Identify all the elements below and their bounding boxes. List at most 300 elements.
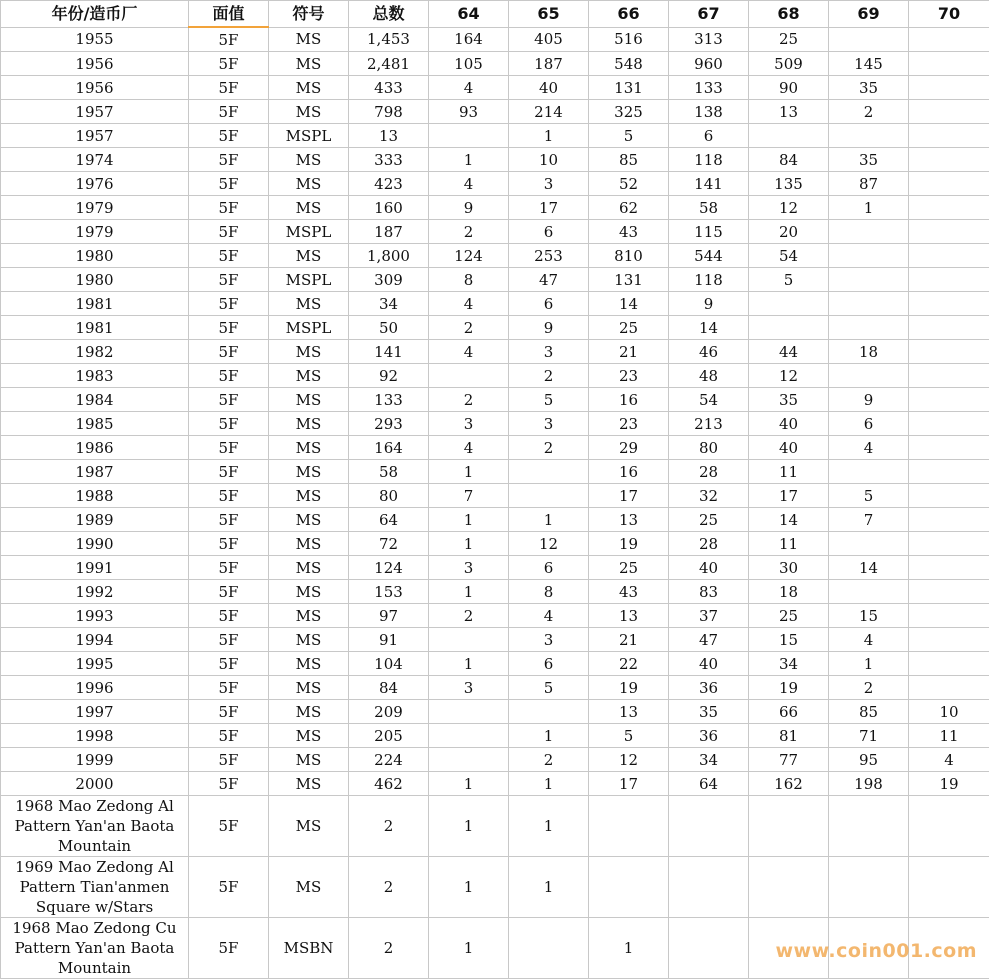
grade-64-cell: 2 [429,388,509,412]
designation-cell: MS [269,556,349,580]
designation-cell: MS [269,412,349,436]
total-cell: 92 [349,364,429,388]
total-cell: 205 [349,724,429,748]
grade-70-cell [909,508,989,532]
grade-69-cell: 35 [829,148,909,172]
table-row [1,76,989,100]
grade-69-cell: 198 [829,772,909,796]
grade-68-cell [749,796,829,857]
grade-68-cell: 18 [749,580,829,604]
grade-68-cell: 81 [749,724,829,748]
grade-64-cell [429,124,509,148]
grade-69-cell [829,292,909,316]
grade-65-cell: 1 [509,772,589,796]
grade-67-cell: 34 [669,748,749,772]
grade-64-cell: 4 [429,76,509,100]
total-cell: 58 [349,460,429,484]
grade-69-cell [829,124,909,148]
grade-64-cell: 2 [429,604,509,628]
grade-69-cell: 85 [829,700,909,724]
grade-67-cell: 58 [669,196,749,220]
grade-68-cell: 66 [749,700,829,724]
grade-69-cell [829,244,909,268]
denomination-cell: 5F [189,724,269,748]
grade-64-cell: 105 [429,52,509,76]
grade-65-cell: 3 [509,340,589,364]
total-cell: 209 [349,700,429,724]
grade-65-cell: 12 [509,532,589,556]
denomination-cell: 5F [189,532,269,556]
grade-69-cell [829,796,909,857]
grade-67-cell [669,857,749,918]
year-cell: 1968 Mao Zedong Al Pattern Yan'an Baota Mountain [1,796,189,857]
grade-67-cell: 48 [669,364,749,388]
grade-67-cell: 960 [669,52,749,76]
total-cell: 1,453 [349,27,429,52]
grade-65-cell: 3 [509,412,589,436]
denomination-cell: 5F [189,364,269,388]
year-cell: 1983 [1,364,189,388]
grade-70-cell [909,172,989,196]
table-row [1,220,989,244]
grade-65-cell: 9 [509,316,589,340]
year-cell: 1976 [1,172,189,196]
table-row [1,460,989,484]
grade-64-cell [429,700,509,724]
grade-67-cell: 138 [669,100,749,124]
grade-68-cell: 90 [749,76,829,100]
grade-64-cell: 124 [429,244,509,268]
grade-67-cell: 141 [669,172,749,196]
grade-65-cell [509,484,589,508]
denomination-cell: 5F [189,700,269,724]
total-cell: 293 [349,412,429,436]
grade-67-cell: 54 [669,388,749,412]
year-cell: 1992 [1,580,189,604]
grade-69-cell [829,220,909,244]
designation-cell: MS [269,700,349,724]
grade-69-cell [829,532,909,556]
table-row [1,532,989,556]
grade-67-cell: 83 [669,580,749,604]
grade-66-cell: 16 [589,460,669,484]
grade-67-cell [669,918,749,979]
table-row [1,580,989,604]
grade-70-cell [909,196,989,220]
total-cell: 1,800 [349,244,429,268]
table-row [1,857,989,918]
grade-68-cell: 20 [749,220,829,244]
total-cell: 187 [349,220,429,244]
table-row [1,796,989,857]
grade-68-cell: 14 [749,508,829,532]
designation-cell: MS [269,628,349,652]
grade-64-cell: 4 [429,292,509,316]
grade-69-cell: 5 [829,484,909,508]
grade-65-cell: 6 [509,652,589,676]
grade-68-cell: 44 [749,340,829,364]
grade-66-cell: 516 [589,27,669,52]
year-cell: 1956 [1,52,189,76]
table-row [1,52,989,76]
year-cell: 1996 [1,676,189,700]
total-cell: 124 [349,556,429,580]
designation-cell: MS [269,652,349,676]
year-cell: 1956 [1,76,189,100]
designation-cell: MS [269,772,349,796]
designation-cell: MS [269,76,349,100]
grade-70-cell [909,484,989,508]
grade-64-cell: 1 [429,796,509,857]
year-cell: 1980 [1,244,189,268]
total-cell: 423 [349,172,429,196]
grade-64-cell: 2 [429,316,509,340]
grade-66-cell: 325 [589,100,669,124]
grade-64-cell [429,364,509,388]
grade-68-cell: 40 [749,412,829,436]
table-row [1,628,989,652]
grade-68-cell: 77 [749,748,829,772]
grade-64-cell: 164 [429,27,509,52]
grade-65-cell: 1 [509,124,589,148]
grade-67-cell: 36 [669,724,749,748]
total-cell: 64 [349,508,429,532]
grade-65-cell: 2 [509,364,589,388]
table-row [1,340,989,364]
denomination-cell: 5F [189,918,269,979]
grade-66-cell: 13 [589,604,669,628]
grade-68-cell [749,292,829,316]
grade-65-cell: 2 [509,436,589,460]
watermark: www.coin001.com [775,940,977,962]
grade-69-cell: 18 [829,340,909,364]
grade-70-cell: 10 [909,700,989,724]
grade-64-cell: 9 [429,196,509,220]
grade-66-cell: 23 [589,364,669,388]
grade-68-cell: 11 [749,460,829,484]
grade-70-cell [909,27,989,52]
grade-70-cell [909,292,989,316]
grade-70-cell: 4 [909,748,989,772]
grade-65-cell: 1 [509,508,589,532]
grade-68-cell: 25 [749,27,829,52]
grade-65-cell: 2 [509,748,589,772]
grade-67-cell: 25 [669,508,749,532]
grade-67-cell: 64 [669,772,749,796]
header-grade-65: 65 [509,1,589,28]
grade-70-cell [909,76,989,100]
designation-cell: MS [269,244,349,268]
table-body [1,27,989,979]
table-row [1,100,989,124]
grade-69-cell: 15 [829,604,909,628]
grade-69-cell: 9 [829,388,909,412]
grade-70-cell [909,316,989,340]
grade-66-cell: 22 [589,652,669,676]
grade-66-cell: 17 [589,772,669,796]
grade-67-cell: 46 [669,340,749,364]
denomination-cell: 5F [189,268,269,292]
grade-67-cell: 35 [669,700,749,724]
grade-67-cell: 28 [669,532,749,556]
grade-70-cell: 11 [909,724,989,748]
grade-67-cell: 80 [669,436,749,460]
grade-68-cell: 12 [749,196,829,220]
year-cell: 1981 [1,292,189,316]
denomination-cell: 5F [189,628,269,652]
grade-66-cell: 14 [589,292,669,316]
denomination-cell: 5F [189,388,269,412]
table-row [1,148,989,172]
denomination-cell: 5F [189,148,269,172]
year-cell: 1987 [1,460,189,484]
grade-68-cell: 162 [749,772,829,796]
designation-cell: MS [269,484,349,508]
grade-66-cell [589,857,669,918]
grade-70-cell [909,268,989,292]
grade-69-cell: 71 [829,724,909,748]
denomination-cell: 5F [189,460,269,484]
denomination-cell: 5F [189,556,269,580]
total-cell: 104 [349,652,429,676]
grade-66-cell: 25 [589,316,669,340]
denomination-cell: 5F [189,316,269,340]
grade-70-cell [909,676,989,700]
grade-65-cell: 187 [509,52,589,76]
grade-70-cell [909,796,989,857]
grade-68-cell: 13 [749,100,829,124]
table-row [1,196,989,220]
grade-65-cell: 6 [509,292,589,316]
table-row [1,436,989,460]
grade-69-cell [829,580,909,604]
grade-67-cell: 118 [669,268,749,292]
table-row [1,652,989,676]
year-cell: 1984 [1,388,189,412]
total-cell: 309 [349,268,429,292]
designation-cell: MS [269,52,349,76]
grade-67-cell: 6 [669,124,749,148]
grade-65-cell: 1 [509,857,589,918]
grade-64-cell: 3 [429,556,509,580]
denomination-cell: 5F [189,772,269,796]
grade-70-cell [909,652,989,676]
grade-66-cell: 21 [589,628,669,652]
table-row [1,508,989,532]
grade-68-cell: 84 [749,148,829,172]
header-designation: 符号 [269,1,349,28]
designation-cell: MS [269,148,349,172]
year-cell: 1997 [1,700,189,724]
year-cell: 1999 [1,748,189,772]
grade-66-cell: 43 [589,580,669,604]
grade-69-cell: 35 [829,76,909,100]
grade-70-cell [909,340,989,364]
total-cell: 91 [349,628,429,652]
grade-70-cell [909,556,989,580]
grade-66-cell: 131 [589,76,669,100]
grade-66-cell: 5 [589,724,669,748]
table-row [1,772,989,796]
denomination-cell: 5F [189,196,269,220]
grade-69-cell: 87 [829,172,909,196]
designation-cell: MS [269,27,349,52]
total-cell: 13 [349,124,429,148]
grade-64-cell: 2 [429,220,509,244]
grade-65-cell: 3 [509,172,589,196]
grade-64-cell: 1 [429,772,509,796]
grade-70-cell [909,436,989,460]
grade-69-cell: 4 [829,628,909,652]
total-cell: 433 [349,76,429,100]
grade-67-cell: 213 [669,412,749,436]
designation-cell: MS [269,508,349,532]
table-row [1,124,989,148]
year-cell: 1982 [1,340,189,364]
grade-65-cell: 47 [509,268,589,292]
table-row [1,388,989,412]
grade-65-cell [509,700,589,724]
grade-66-cell: 810 [589,244,669,268]
header-grade-69: 69 [829,1,909,28]
grade-69-cell: 14 [829,556,909,580]
grade-68-cell: 509 [749,52,829,76]
year-cell: 1994 [1,628,189,652]
grade-64-cell [429,724,509,748]
grade-68-cell [749,316,829,340]
total-cell: 80 [349,484,429,508]
designation-cell: MS [269,388,349,412]
grade-65-cell: 1 [509,724,589,748]
grade-68-cell: 11 [749,532,829,556]
grade-69-cell: 145 [829,52,909,76]
grade-64-cell: 3 [429,676,509,700]
grade-68-cell: 34 [749,652,829,676]
table-row [1,412,989,436]
grade-65-cell: 3 [509,628,589,652]
denomination-cell: 5F [189,292,269,316]
grade-65-cell: 5 [509,676,589,700]
grade-70-cell [909,460,989,484]
designation-cell: MSPL [269,268,349,292]
total-cell: 72 [349,532,429,556]
grade-65-cell: 1 [509,796,589,857]
denomination-cell: 5F [189,76,269,100]
denomination-cell: 5F [189,857,269,918]
year-cell: 1980 [1,268,189,292]
total-cell: 153 [349,580,429,604]
grade-69-cell [829,364,909,388]
grade-67-cell: 313 [669,27,749,52]
total-cell: 97 [349,604,429,628]
grade-68-cell: 5 [749,268,829,292]
grade-64-cell: 3 [429,412,509,436]
denomination-cell: 5F [189,604,269,628]
total-cell: 84 [349,676,429,700]
grade-70-cell [909,124,989,148]
designation-cell: MS [269,340,349,364]
grade-69-cell [829,268,909,292]
table-row [1,268,989,292]
grade-70-cell [909,244,989,268]
grade-64-cell: 4 [429,172,509,196]
table-row [1,316,989,340]
total-cell: 34 [349,292,429,316]
grade-70-cell [909,628,989,652]
grade-66-cell: 52 [589,172,669,196]
grade-68-cell: 135 [749,172,829,196]
year-cell: 1986 [1,436,189,460]
year-cell: 1990 [1,532,189,556]
total-cell: 141 [349,340,429,364]
year-cell: 1968 Mao Zedong Cu Pattern Yan'an Baota Mountain [1,918,189,979]
grade-69-cell: 1 [829,652,909,676]
grade-66-cell: 17 [589,484,669,508]
grade-66-cell [589,796,669,857]
grade-67-cell: 9 [669,292,749,316]
denomination-cell: 5F [189,652,269,676]
designation-cell: MS [269,100,349,124]
header-grade-66: 66 [589,1,669,28]
designation-cell: MSPL [269,220,349,244]
total-cell: 333 [349,148,429,172]
grade-65-cell: 6 [509,220,589,244]
total-cell: 224 [349,748,429,772]
grade-68-cell [749,857,829,918]
table-row [1,604,989,628]
designation-cell: MS [269,580,349,604]
designation-cell: MS [269,857,349,918]
grade-65-cell [509,460,589,484]
total-cell: 798 [349,100,429,124]
total-cell: 160 [349,196,429,220]
header-year-mint: 年份/造币厂 [1,1,189,28]
grade-66-cell: 19 [589,532,669,556]
grade-66-cell: 29 [589,436,669,460]
table-row [1,724,989,748]
header-grade-68: 68 [749,1,829,28]
grade-66-cell: 85 [589,148,669,172]
grade-67-cell: 118 [669,148,749,172]
grade-64-cell: 1 [429,508,509,532]
designation-cell: MSBN [269,918,349,979]
grade-69-cell [829,27,909,52]
table-row [1,292,989,316]
year-cell: 1955 [1,27,189,52]
grade-70-cell [909,52,989,76]
grade-64-cell: 1 [429,918,509,979]
denomination-cell: 5F [189,748,269,772]
total-cell: 462 [349,772,429,796]
designation-cell: MS [269,604,349,628]
table-row [1,364,989,388]
total-cell: 2 [349,857,429,918]
grade-64-cell [429,748,509,772]
header-total: 总数 [349,1,429,28]
grade-67-cell: 133 [669,76,749,100]
total-cell: 164 [349,436,429,460]
grade-69-cell [829,460,909,484]
year-cell: 1993 [1,604,189,628]
grade-66-cell: 548 [589,52,669,76]
table-row [1,676,989,700]
grade-66-cell: 16 [589,388,669,412]
grade-67-cell: 32 [669,484,749,508]
grade-67-cell: 47 [669,628,749,652]
grade-69-cell: 1 [829,196,909,220]
grade-64-cell: 1 [429,652,509,676]
grade-70-cell: 19 [909,772,989,796]
